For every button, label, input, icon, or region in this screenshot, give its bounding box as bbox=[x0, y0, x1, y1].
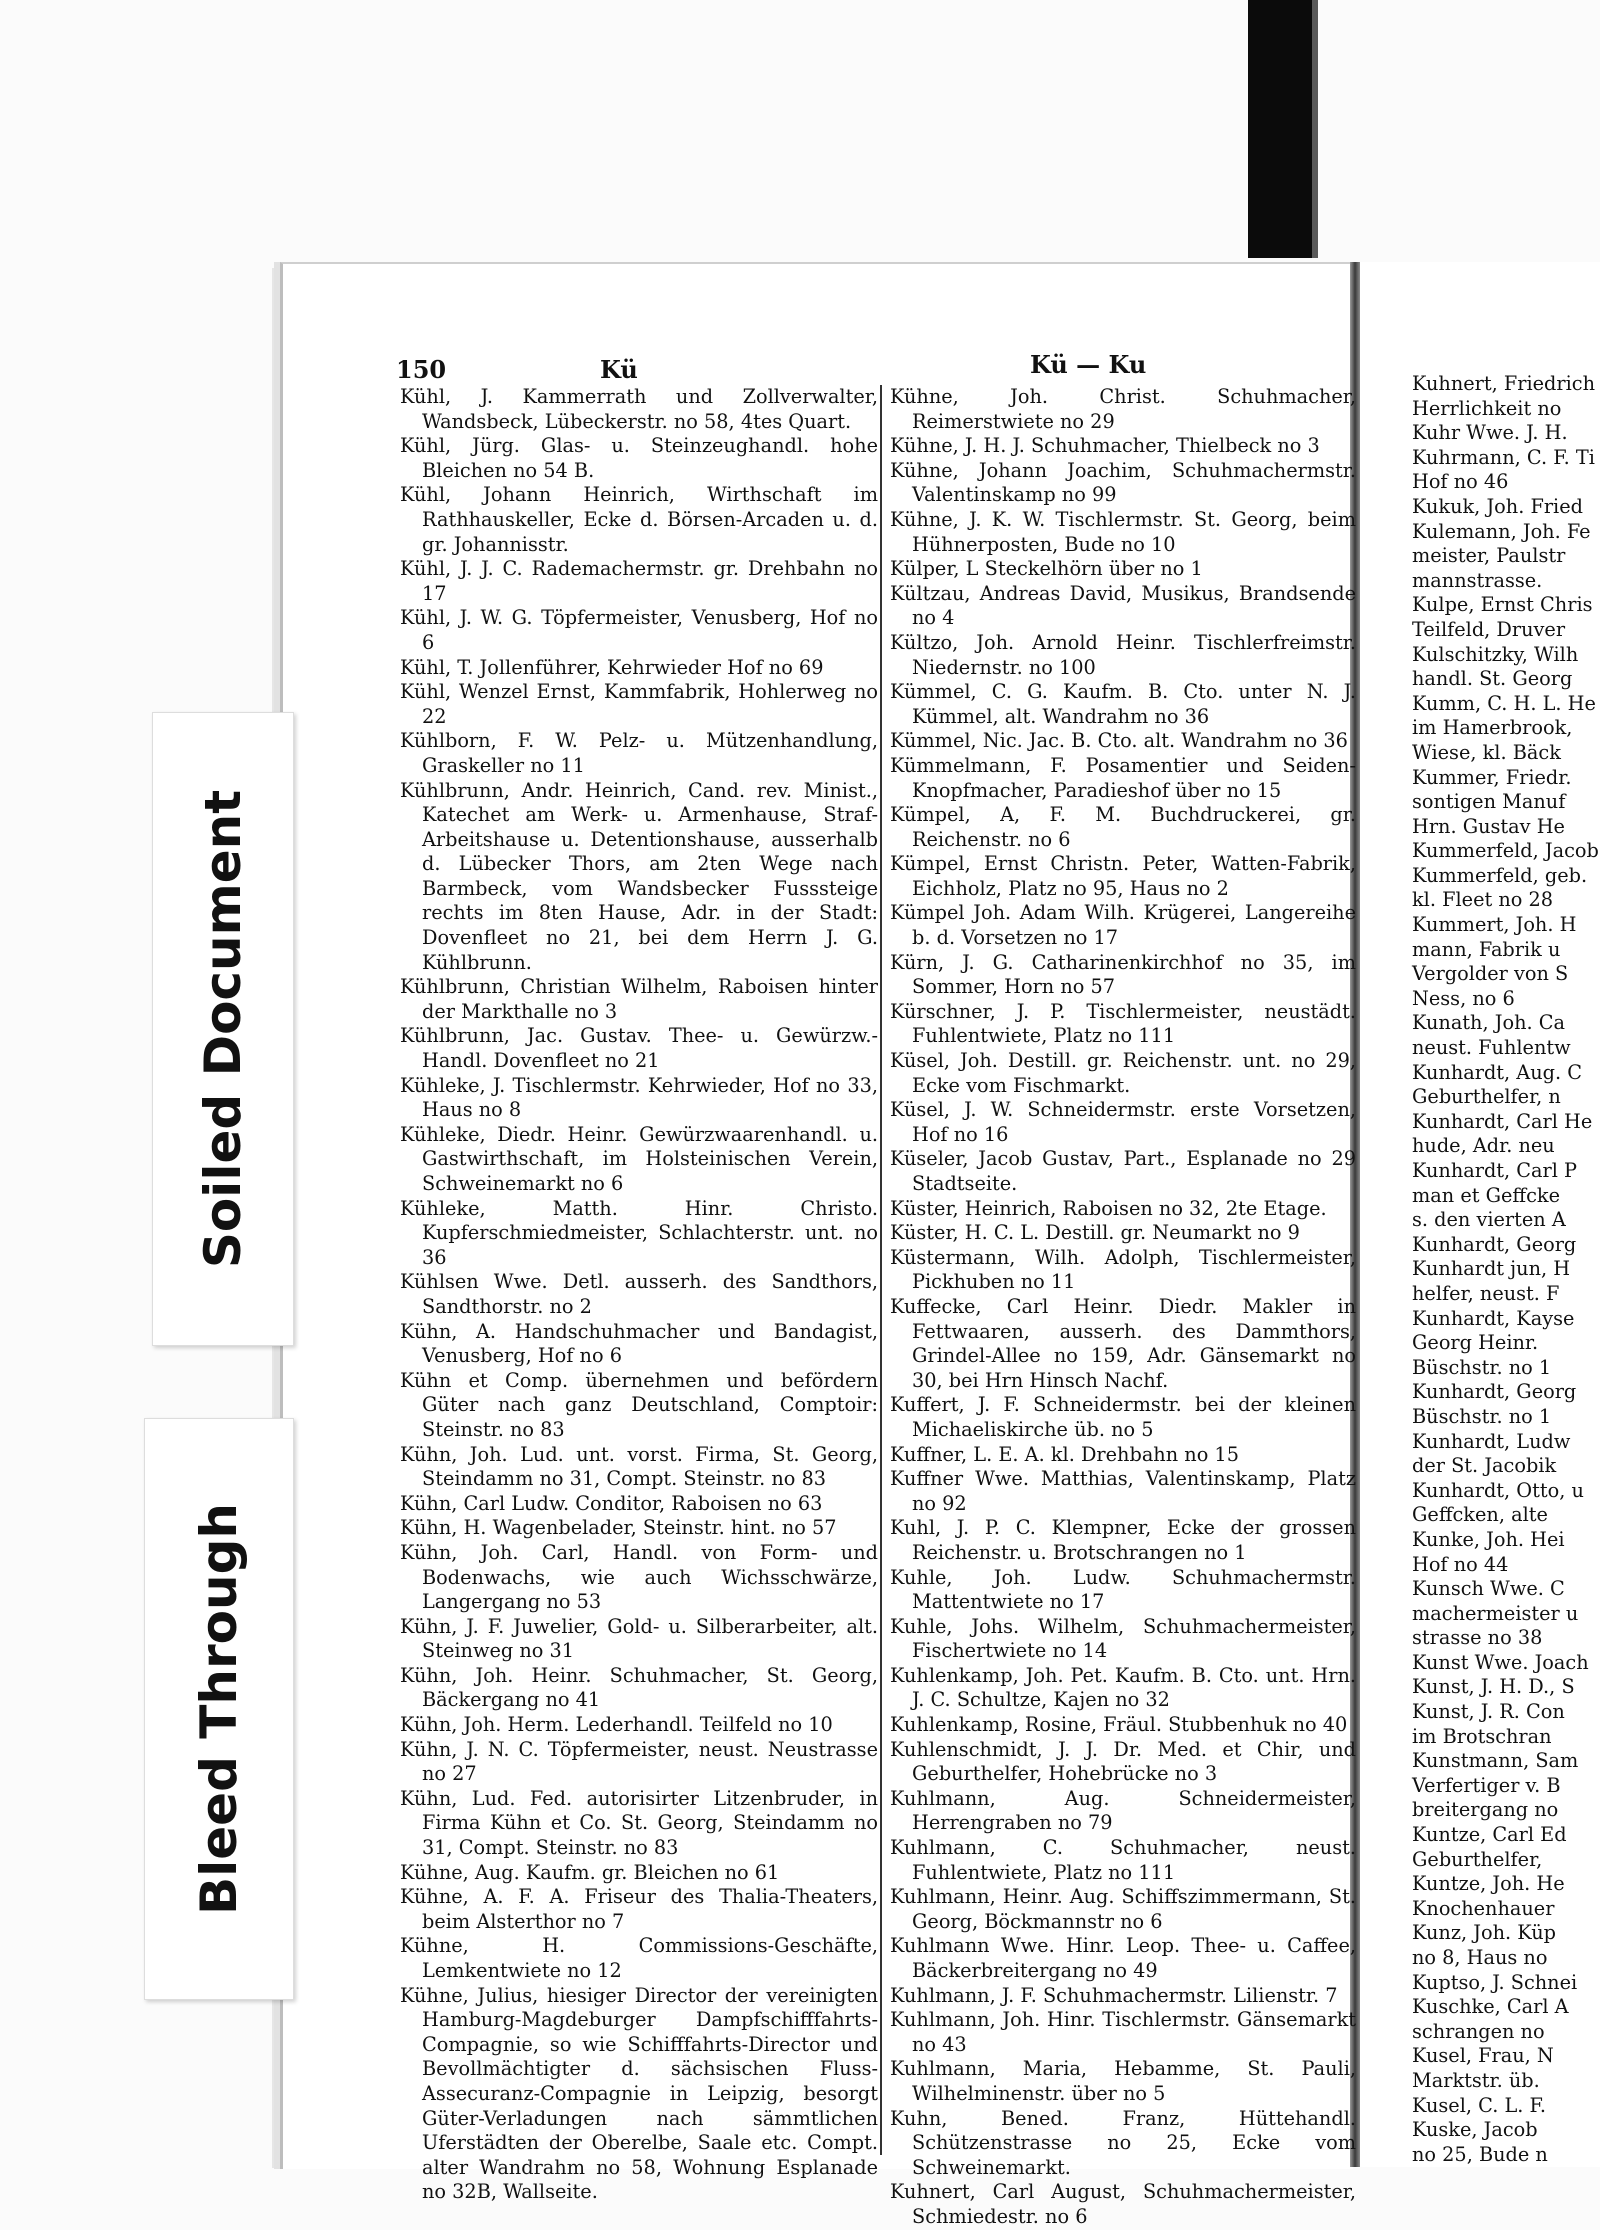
directory-entry: Küstermann, Wilh. Adolph, Tischlermeister, Pickhuben no 11 bbox=[890, 1245, 1356, 1294]
directory-entry: Kukuk, Joh. Fried bbox=[1412, 494, 1583, 518]
directory-entry: Küsel, J. W. Schneidermstr. erste Vorsetzen, Hof no 16 bbox=[890, 1098, 1356, 1146]
page-running-head-center: Kü — Ku bbox=[1030, 350, 1147, 379]
directory-entry: Kuhl, J. P. C. Klempner, Ecke der grossen Reichenstr. u. Brotschrangen no 1 bbox=[890, 1516, 1356, 1564]
bleed-through-tab bbox=[144, 1418, 294, 2000]
directory-entry: Kuntze, Joh. He bbox=[1412, 1872, 1565, 1896]
directory-entry: Kummerfeld, geb. bbox=[1412, 863, 1588, 887]
directory-entry: Kühn, J. N. C. Töpfermeister, neust. Neustrasse no 27 bbox=[400, 1737, 878, 1786]
directory-entry: Kühl, J. Kammerrath und Zollverwalter, Wandsbeck, Lübeckerstr. no 58, 4tes Quart. bbox=[400, 385, 878, 433]
directory-entry: Kühl, J. W. G. Töpfermeister, Venusberg, Hof no 6 bbox=[400, 606, 878, 654]
directory-entry: helfer, neust. F bbox=[1412, 1281, 1560, 1305]
directory-entry: Kuhlmann, C. Schuhmacher, neust. Fuhlentwiete, Platz no 111 bbox=[890, 1836, 1356, 1884]
directory-entry: Kühn, Joh. Heinr. Schuhmacher, St. Georg, Bäckergang no 41 bbox=[400, 1663, 878, 1712]
directory-entry: Wiese, kl. Bäck bbox=[1412, 740, 1561, 764]
directory-entry: Kümmel, C. G. Kaufm. B. Cto. unter N. J. Kümmel, alt. Wandrahm no 36 bbox=[890, 680, 1356, 728]
directory-entry: Kuffner Wwe. Matthias, Valentinskamp, Platz no 92 bbox=[890, 1467, 1356, 1515]
directory-entry: meister, Paulstr bbox=[1412, 544, 1566, 568]
directory-entry: Kühlbrunn, Jac. Gustav. Thee- u. Gewürzw.-Handl. Dovenfleet no 21 bbox=[400, 1024, 878, 1073]
directory-entry: Kumm, C. H. L. He bbox=[1412, 691, 1596, 715]
directory-entry: Kunst Wwe. Joach bbox=[1412, 1650, 1589, 1674]
directory-entry: Kuhle, Joh. Ludw. Schuhmachermstr. Mattentwiete no 17 bbox=[890, 1565, 1356, 1614]
directory-entry: breitergang no bbox=[1412, 1798, 1559, 1822]
directory-entry: Kümmel, Nic. Jac. B. Cto. alt. Wandrahm no 36 bbox=[890, 729, 1348, 753]
directory-entry: Kühne, J. K. W. Tischlermstr. St. Georg, beim Hühnerposten, Bude no 10 bbox=[890, 507, 1356, 556]
directory-entry: Kültzau, Andreas David, Musikus, Brandsende no 4 bbox=[890, 581, 1356, 630]
scan-strip-edge bbox=[1312, 0, 1318, 258]
directory-entry: Kulpe, Ernst Chris bbox=[1412, 593, 1593, 617]
directory-entry: man et Geffcke bbox=[1412, 1183, 1561, 1207]
directory-entry: Külper, L Steckelhörn über no 1 bbox=[890, 557, 1203, 581]
directory-entry: Kühlsen Wwe. Detl. ausserh. des Sandthors, Sandthorstr. no 2 bbox=[400, 1270, 878, 1318]
directory-entry: strasse no 38 bbox=[1412, 1626, 1543, 1650]
directory-entry: Geburthelfer, bbox=[1412, 1847, 1543, 1871]
directory-entry: Kühl, Wenzel Ernst, Kammfabrik, Hohlerweg no 22 bbox=[400, 680, 878, 728]
directory-entry: handl. St. Georg bbox=[1412, 667, 1573, 691]
directory-entry: Hof no 44 bbox=[1412, 1552, 1509, 1576]
directory-entry: mannstrasse. bbox=[1412, 568, 1543, 592]
directory-entry: Kuffner, L. E. A. kl. Drehbahn no 15 bbox=[890, 1442, 1239, 1466]
directory-entry: Kuschke, Carl A bbox=[1412, 1995, 1569, 2019]
page-running-head-left: Kü bbox=[600, 355, 638, 384]
directory-entry: Kühlbrunn, Christian Wilhelm, Raboisen hinter der Markthalle no 3 bbox=[400, 975, 878, 1023]
directory-entry: Kunhardt jun, H bbox=[1412, 1257, 1571, 1281]
directory-entry: Kunhardt, Aug. C bbox=[1412, 1060, 1582, 1084]
directory-entry: Kuhlenschmidt, J. J. Dr. Med. et Chir, und Geburthelfer, Hohebrücke no 3 bbox=[890, 1737, 1356, 1786]
directory-entry: neust. Fuhlentw bbox=[1412, 1036, 1571, 1060]
directory-entry: Kültzo, Joh. Arnold Heinr. Tischlerfreimstr. Niedernstr. no 100 bbox=[890, 630, 1356, 679]
directory-entry: Kuhle, Johs. Wilhelm, Schuhmachermeister, Fischertwiete no 14 bbox=[890, 1614, 1356, 1663]
directory-entry: Kühn, Carl Ludw. Conditor, Raboisen no 63 bbox=[400, 1491, 823, 1515]
directory-entry: Kulemann, Joh. Fe bbox=[1412, 519, 1591, 543]
directory-entry: Hof no 46 bbox=[1412, 470, 1509, 494]
directory-entry: Kühn, A. Handschuhmacher und Bandagist, Venusberg, Hof no 6 bbox=[400, 1319, 878, 1368]
directory-entry: Kunhardt, Otto, u bbox=[1412, 1478, 1584, 1502]
entries-column-left bbox=[400, 385, 878, 2204]
directory-entry: Georg Heinr. bbox=[1412, 1331, 1539, 1355]
directory-entry: Kühn, Lud. Fed. autorisirter Litzenbruder, in Firma Kühn et Co. St. Georg, Steindamm no 31, Compt. Steinstr. no 83 bbox=[400, 1786, 878, 1860]
directory-entry: Kühleke, Matth. Hinr. Christo. Kupferschmiedmeister, Schlachterstr. unt. no 36 bbox=[400, 1196, 878, 1269]
directory-entry: der St. Jacobik bbox=[1412, 1454, 1557, 1478]
directory-entry: Kunhardt, Carl P bbox=[1412, 1159, 1578, 1182]
directory-entry: Kühlbrunn, Andr. Heinrich, Cand. rev. Minist., Katechet am Werk- u. Armenhause, Straf-Arbeitshause u. Detentionshause, ausserhalb d. Lübecker Thors, am 2ten Wege nach Barmbeck, vom Wandsbecker Fusssteige rechts im 8ten Hause, Adr. in der Stadt: Dovenfleet no 21, bei dem Herrn J. G. Kühlbrunn. bbox=[400, 778, 878, 974]
directory-entry: Kühn, Joh. Herm. Lederhandl. Teilfeld no 10 bbox=[400, 1713, 833, 1737]
directory-entry: Kürn, J. G. Catharinenkirchhof no 35, im Sommer, Horn no 57 bbox=[890, 950, 1356, 999]
directory-entry: Kühn, H. Wagenbelader, Steinstr. hint. no 57 bbox=[400, 1516, 837, 1540]
directory-entry: sontigen Manuf bbox=[1412, 790, 1566, 814]
directory-entry: Kühne, H. Commissions-Geschäfte, Lemkentwiete no 12 bbox=[400, 1934, 878, 1982]
directory-entry: Kunke, Joh. Hei bbox=[1412, 1527, 1565, 1551]
directory-entry: Kunst, J. R. Con bbox=[1412, 1700, 1565, 1724]
directory-entry: Kusel, C. L. F. bbox=[1412, 2093, 1547, 2117]
entries-column-right-facing bbox=[1412, 372, 1600, 2166]
directory-entry: Marktstr. üb. bbox=[1412, 2068, 1540, 2092]
directory-entry: Vergolder von S bbox=[1412, 962, 1569, 986]
directory-entry: Kusel, Frau, N bbox=[1412, 2044, 1554, 2068]
directory-entry: Kühne, Johann Joachim, Schuhmachermstr. Valentinskamp no 99 bbox=[890, 458, 1356, 507]
directory-entry: Kuhnert, Carl August, Schuhmachermeister, Schmiedestr. no 6 bbox=[890, 2180, 1356, 2228]
directory-entry: Kuhrmann, C. F. Ti bbox=[1412, 445, 1595, 469]
directory-entry: Kuhr Wwe. J. H. bbox=[1412, 421, 1568, 445]
directory-entry: Kühn, Joh. Lud. unt. vorst. Firma, St. Georg, Steindamm no 31, Compt. Steinstr. no 83 bbox=[400, 1442, 878, 1491]
directory-entry: Kühl, J. J. C. Rademachermstr. gr. Drehbahn no 17 bbox=[400, 557, 878, 605]
directory-entry: Kühl, Jürg. Glas- u. Steinzeughandl. hohe Bleichen no 54 B. bbox=[400, 434, 878, 482]
directory-entry: s. den vierten A bbox=[1412, 1208, 1566, 1232]
directory-entry: Ness, no 6 bbox=[1412, 986, 1515, 1010]
directory-entry: Kühne, A. F. A. Friseur des Thalia-Theaters, beim Alsterthor no 7 bbox=[400, 1885, 878, 1933]
directory-entry: Teilfeld, Druver bbox=[1412, 617, 1566, 641]
directory-entry: Kuntze, Carl Ed bbox=[1412, 1823, 1567, 1847]
directory-entry: Kummerfeld, Jacob bbox=[1412, 839, 1599, 863]
directory-entry: Kühl, T. Jollenführer, Kehrwieder Hof no 69 bbox=[400, 655, 824, 679]
directory-entry: Knochenhauer bbox=[1412, 1896, 1555, 1920]
directory-entry: Kuhn, Bened. Franz, Hüttehandl. Schützenstrasse no 25, Ecke vom Schweinemarkt. bbox=[890, 2106, 1356, 2179]
entries-column-middle bbox=[880, 385, 1356, 2228]
directory-entry: Kunhardt, Ludw bbox=[1412, 1429, 1571, 1453]
directory-entry: Kuffecke, Carl Heinr. Diedr. Makler in Fettwaaren, ausserh. des Dammthors, Grindel-Allee no 159, Adr. Gänsemarkt no 30, bei Hrn Hinsch Nachf. bbox=[890, 1294, 1356, 1392]
scan-black-strip bbox=[1248, 0, 1312, 258]
directory-entry: Kunsch Wwe. C bbox=[1412, 1577, 1565, 1601]
directory-entry: no 25, Bude n bbox=[1412, 2142, 1548, 2166]
directory-entry: Kümpel, Ernst Christn. Peter, Watten-Fabrik, Eichholz, Platz no 95, Haus no 2 bbox=[890, 852, 1356, 900]
directory-entry: Kuhlenkamp, Joh. Pet. Kaufm. B. Cto. unt. Hrn. J. C. Schultze, Kajen no 32 bbox=[890, 1663, 1356, 1712]
directory-entry: Kummer, Friedr. bbox=[1412, 765, 1572, 789]
soiled-document-label: Soiled Document bbox=[194, 789, 252, 1269]
directory-entry: Kühne, J. H. J. Schuhmacher, Thielbeck no 3 bbox=[890, 434, 1320, 458]
directory-entry: kl. Fleet no 28 bbox=[1412, 888, 1554, 912]
directory-entry: Kuhlmann Wwe. Hinr. Leop. Thee- u. Caffee, Bäckerbreitergang no 49 bbox=[890, 1934, 1356, 1982]
directory-entry: Kunz, Joh. Küp bbox=[1412, 1921, 1556, 1945]
directory-entry: Küsel, Joh. Destill. gr. Reichenstr. unt. no 29, Ecke vom Fischmarkt. bbox=[890, 1049, 1356, 1097]
directory-entry: Kuffert, J. F. Schneidermstr. bei der kleinen Michaeliskirche üb. no 5 bbox=[890, 1393, 1356, 1441]
directory-entry: Kühn, J. F. Juwelier, Gold- u. Silberarbeiter, alt. Steinweg no 31 bbox=[400, 1614, 878, 1663]
directory-entry: Kuhlmann, Joh. Hinr. Tischlermstr. Gänsemarkt no 43 bbox=[890, 2008, 1356, 2056]
directory-entry: Kühne, Aug. Kaufm. gr. Bleichen no 61 bbox=[400, 1860, 780, 1884]
directory-entry: Kuhlmann, J. F. Schuhmachermstr. Lilienstr. 7 bbox=[890, 1983, 1338, 2007]
directory-entry: Kühleke, J. Tischlermstr. Kehrwieder, Hof no 33, Haus no 8 bbox=[400, 1073, 878, 1122]
directory-entry: Kühne, Joh. Christ. Schuhmacher, Reimerstwiete no 29 bbox=[890, 385, 1356, 433]
directory-entry: Kühl, Johann Heinrich, Wirthschaft im Rathhauskeller, Ecke d. Börsen-Arcaden u. d. gr. Johannisstr. bbox=[400, 483, 878, 556]
directory-entry: Küster, Heinrich, Raboisen no 32, 2te Etage. bbox=[890, 1196, 1327, 1220]
directory-entry: Hrn. Gustav He bbox=[1412, 814, 1565, 838]
soiled-document-tab bbox=[152, 712, 294, 1346]
directory-entry: Büschstr. no 1 bbox=[1412, 1355, 1552, 1379]
directory-entry: Kümpel Joh. Adam Wilh. Krügerei, Langereihe b. d. Vorsetzen no 17 bbox=[890, 901, 1356, 950]
directory-entry: hude, Adr. neu bbox=[1412, 1134, 1555, 1158]
page-number: 150 bbox=[396, 355, 447, 384]
bleed-through-label: Bleed Through bbox=[190, 1503, 248, 1915]
directory-entry: Küseler, Jacob Gustav, Part., Esplanade no 29 Stadtseite. bbox=[890, 1147, 1356, 1195]
directory-entry: Geburthelfer, n bbox=[1412, 1085, 1561, 1109]
directory-entry: Kunhardt, Georg bbox=[1412, 1232, 1577, 1256]
directory-entry: Büschstr. no 1 bbox=[1412, 1404, 1552, 1428]
directory-entry: Kuhlmann, Aug. Schneidermeister, Herrengraben no 79 bbox=[890, 1786, 1356, 1835]
directory-entry: Kunst, J. H. D., S bbox=[1412, 1675, 1575, 1699]
directory-entry: mann, Fabrik u bbox=[1412, 937, 1561, 961]
directory-entry: Herrlichkeit no bbox=[1412, 396, 1562, 420]
directory-entry: Kummert, Joh. H bbox=[1412, 913, 1577, 937]
directory-entry: Kuske, Jacob bbox=[1412, 2118, 1538, 2142]
directory-entry: im Hamerbrook, bbox=[1412, 716, 1573, 740]
directory-entry: no 8, Haus no bbox=[1412, 1946, 1548, 1969]
directory-entry: Kulschitzky, Wilh bbox=[1412, 642, 1579, 666]
directory-entry: Kuhlmann, Maria, Hebamme, St. Pauli, Wilhelminenstr. über no 5 bbox=[890, 2057, 1356, 2105]
directory-entry: Kürschner, J. P. Tischlermeister, neustädt. Fuhlentwiete, Platz no 111 bbox=[890, 999, 1356, 1048]
directory-entry: Kuhlenkamp, Rosine, Fräul. Stubbenhuk no 40 bbox=[890, 1713, 1348, 1737]
directory-entry: Kühn, Joh. Carl, Handl. von Form- und Bodenwachs, wie auch Wichsschwärze, Langergang no 53 bbox=[400, 1540, 878, 1614]
directory-entry: Kuptso, J. Schnei bbox=[1412, 1970, 1578, 1994]
directory-entry: Kunhardt, Georg bbox=[1412, 1380, 1577, 1404]
directory-entry: Kuhlmann, Heinr. Aug. Schiffszimmermann, St. Georg, Böckmannstr no 6 bbox=[890, 1885, 1356, 1933]
directory-entry: Geffcken, alte bbox=[1412, 1503, 1548, 1527]
directory-entry: Kühne, Julius, hiesiger Director der vereinigten Hamburg-Magdeburger Dampfschifffahrts-Compagnie, so wie Schifffahrts-Director und Bevollmächtigter d. sächsischen Fluss-Assecuranz-Compagnie in Leipzig, besorgt Güter-Verladungen nach sämmtlichen Uferstädten der Oberelbe, Saale etc. Compt. alter Wandrahm no 58, Wohnung Esplanade no 32B, Wallseite. bbox=[400, 1983, 878, 2204]
directory-entry: Kunhardt, Carl He bbox=[1412, 1109, 1593, 1133]
directory-entry: Kümmelmann, F. Posamentier und Seiden-Knopfmacher, Paradieshof über no 15 bbox=[890, 753, 1356, 802]
directory-entry: Kuhnert, Friedrich bbox=[1412, 372, 1595, 395]
directory-entry: Kunhardt, Kayse bbox=[1412, 1306, 1575, 1330]
directory-entry: machermeister u bbox=[1412, 1601, 1579, 1625]
directory-entry: Verfertiger v. B bbox=[1412, 1773, 1561, 1797]
directory-entry: Kühlborn, F. W. Pelz- u. Mützenhandlung, Graskeller no 11 bbox=[400, 729, 878, 777]
directory-entry: Kühleke, Diedr. Heinr. Gewürzwaarenhandl. u. Gastwirthschaft, im Holsteinischen Verein, Schweinemarkt no 6 bbox=[400, 1122, 878, 1195]
directory-entry: schrangen no bbox=[1412, 2019, 1545, 2043]
directory-entry: Kunath, Joh. Ca bbox=[1412, 1011, 1565, 1035]
directory-entry: Kühn et Comp. übernehmen und befördern Güter nach ganz Deutschland, Comptoir: Steinstr. no 83 bbox=[400, 1368, 878, 1441]
directory-entry: Küster, H. C. L. Destill. gr. Neumarkt no 9 bbox=[890, 1221, 1300, 1245]
directory-entry: Kunstmann, Sam bbox=[1412, 1749, 1579, 1773]
directory-entry: Kümpel, A, F. M. Buchdruckerei, gr. Reichenstr. no 6 bbox=[890, 803, 1356, 851]
directory-entry: im Brotschran bbox=[1412, 1724, 1552, 1748]
